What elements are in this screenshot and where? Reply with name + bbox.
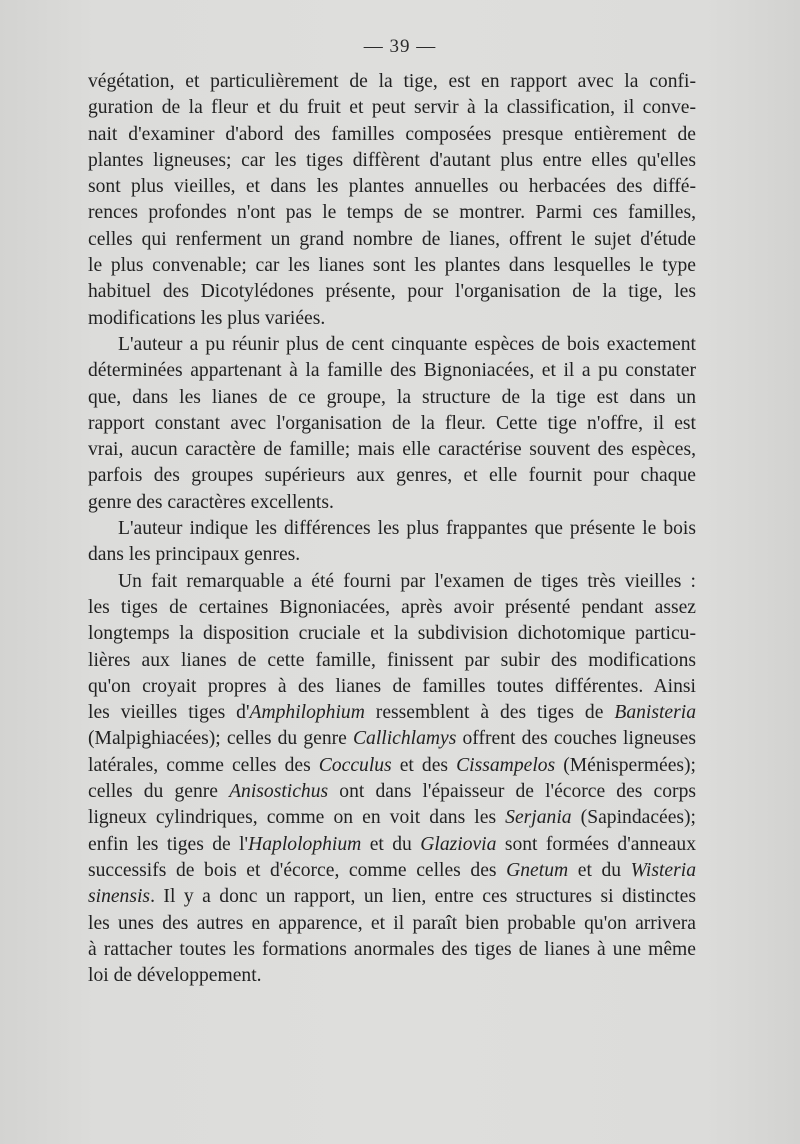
text-line: loi de développement.: [88, 965, 262, 987]
text-line: L'auteur a pu réunir plus de cent cinquante espèces de bois exactement: [118, 333, 696, 355]
text-line: L'auteur indique les différences les plus frappantes que présente le bois: [118, 518, 696, 540]
paragraph-2: [88, 332, 696, 516]
taxon-name: Cocculus: [318, 754, 392, 776]
text-line: rapport constant avec l'organisation de la fleur. Cette tige n'offre, il est: [88, 412, 696, 434]
text-line: Un fait remarquable a été fourni par l'examen de tiges très vieilles :: [118, 570, 696, 592]
taxon-name: Anisostichus: [229, 781, 329, 803]
paragraph-4: [88, 569, 696, 990]
text-line: parfois des groupes supérieurs aux genres, et elle fournit pour chaque: [88, 465, 696, 487]
text-line: sont plus vieilles, et dans les plantes annuelles ou herbacées des diffé-: [88, 176, 696, 198]
taxon-name: Callichlamys: [352, 728, 457, 750]
text-line: déterminées appartenant à la famille des Bignoniacées, et il a pu constater: [88, 360, 696, 382]
text-line: genre des caractères excellents.: [88, 491, 334, 513]
taxon-name: Cissampelos: [456, 754, 556, 776]
text-line: à rattacher toutes les formations anormales des tiges de lianes à une même: [88, 938, 696, 960]
paragraph-3: [88, 516, 696, 569]
paragraph-1: [88, 69, 696, 332]
text-line: successifs de bois et d'écorce, comme celles des Gnetum et du Wisteria: [88, 859, 696, 881]
text-line: les unes des autres en apparence, et il paraît bien probable qu'on arrivera: [88, 912, 696, 934]
text-line: guration de la fleur et du fruit et peut servir à la classification, il conve-: [88, 97, 696, 119]
text-line: nait d'examiner d'abord des familles composées presque entièrement de: [88, 123, 696, 145]
text-line: lières aux lianes de cette famille, finissent par subir des modifications: [88, 649, 696, 671]
text-line: longtemps la disposition cruciale et la subdivision dichotomique particu-: [88, 623, 696, 645]
taxon-name: sinensis: [88, 886, 151, 908]
text-line: le plus convenable; car les lianes sont les plantes dans lesquelles le type: [88, 255, 696, 277]
text-line: celles qui renferment un grand nombre de lianes, offrent le sujet d'étude: [88, 228, 696, 250]
taxon-name: Gnetum: [506, 859, 569, 881]
text-line: enfin les tiges de l'Haplolophium et du Glaziovia sont formées d'anneaux: [88, 833, 696, 855]
text-line: rences profondes n'ont pas le temps de se montrer. Parmi ces familles,: [88, 202, 696, 224]
taxon-name: Glaziovia: [420, 833, 497, 855]
body-text: [88, 69, 696, 989]
text-line: les vieilles tiges d'Amphilophium ressemblent à des tiges de Banisteria: [88, 702, 696, 724]
text-line: ligneux cylindriques, comme on en voit dans les Serjania (Sapindacées);: [88, 807, 696, 829]
taxon-name: Serjania: [505, 807, 572, 829]
text-line: que, dans les lianes de ce groupe, la structure de la tige est dans un: [88, 386, 696, 408]
page-number: — 39 —: [363, 36, 437, 57]
text-line: végétation, et particulièrement de la tige, est en rapport avec la confi-: [88, 71, 696, 92]
text-line: modifications les plus variées.: [88, 307, 326, 329]
text-line: latérales, comme celles des Cocculus et des Cissampelos (Ménispermées);: [88, 754, 696, 776]
taxon-name: Amphilophium: [249, 702, 365, 724]
text-line: plantes ligneuses; car les tiges diffèrent d'autant plus entre elles qu'elles: [88, 149, 696, 171]
taxon-name: Haplolophium: [248, 833, 362, 855]
text-line: (Malpighiacées); celles du genre Callichlamys offrent des couches ligneuses: [88, 728, 696, 750]
text-line: celles du genre Anisostichus ont dans l'épaisseur de l'écorce des corps: [88, 781, 696, 803]
taxon-name: Banisteria: [614, 702, 696, 724]
text-line: dans les principaux genres.: [88, 544, 301, 566]
text-line: vrai, aucun caractère de famille; mais elle caractérise souvent des espèces,: [88, 439, 696, 461]
text-line: sinensis. Il y a donc un rapport, un lien, entre ces structures si distinctes: [88, 886, 696, 908]
text-line: habituel des Dicotylédones présente, pour l'organisation de la tige, les: [88, 281, 696, 303]
taxon-name: Wisteria: [630, 859, 696, 881]
text-line: les tiges de certaines Bignoniacées, après avoir présenté pendant assez: [88, 596, 696, 618]
text-line: qu'on croyait propres à des lianes de familles toutes différentes. Ainsi: [88, 675, 696, 697]
